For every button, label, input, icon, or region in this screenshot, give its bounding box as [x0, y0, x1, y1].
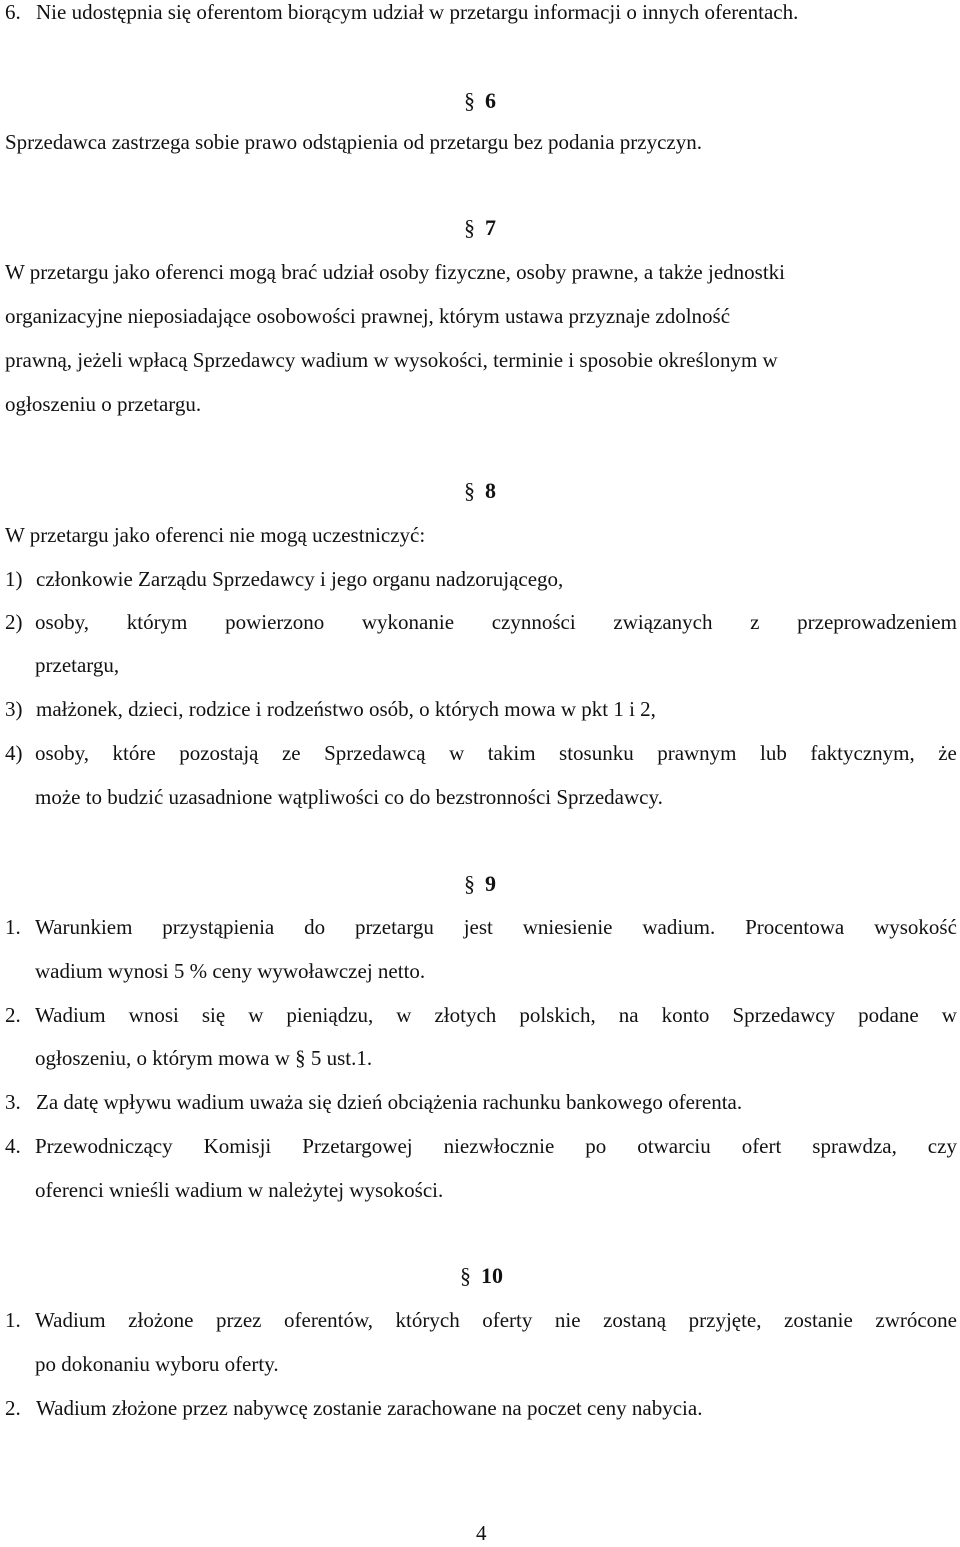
- list-item: [5, 695, 656, 723]
- list-item: [5, 739, 36, 767]
- word: którym: [126, 610, 188, 634]
- justified-line: [35, 1132, 957, 1160]
- justified-line: [35, 608, 957, 636]
- word: prawnym: [657, 741, 737, 765]
- word: osoby,: [35, 741, 90, 765]
- list-item: [5, 1394, 702, 1422]
- list-item: [5, 565, 563, 593]
- item-text: ogłoszeniu, o którym mowa w § 5 ust.1.: [35, 1046, 373, 1070]
- item-text: przetargu,: [35, 653, 120, 677]
- word: nie: [554, 1308, 581, 1332]
- section-heading-6: [464, 87, 496, 115]
- word: wadium.: [642, 915, 716, 939]
- word: Sprzedawcą: [324, 741, 426, 765]
- word: Warunkiem: [35, 915, 133, 939]
- word: przetargu: [354, 915, 434, 939]
- list-item: [5, 0, 798, 26]
- word: podane: [858, 1003, 919, 1027]
- word: czynności: [491, 610, 576, 634]
- section-heading-8: [464, 477, 496, 505]
- item-number: 6.: [5, 0, 21, 24]
- section-number: 8: [485, 478, 496, 503]
- justified-line: [35, 1306, 957, 1334]
- list-item: [5, 1132, 36, 1160]
- page-number: 4: [476, 1521, 487, 1545]
- list-item: [5, 1001, 36, 1029]
- word: zostanie: [784, 1308, 853, 1332]
- word: z: [750, 610, 760, 634]
- word: zwrócone: [875, 1308, 957, 1332]
- section-number: 7: [485, 215, 496, 240]
- item-number: 1.: [5, 1308, 21, 1332]
- word: ze: [281, 741, 301, 765]
- item-text: Za datę wpływu wadium uważa się dzień obciążenia rachunku bankowego oferenta.: [36, 1090, 743, 1114]
- word: stosunku: [559, 741, 634, 765]
- item-text: może to budzić uzasadnione wątpliwości co do bezstronności Sprzedawcy.: [35, 785, 663, 809]
- word: w: [396, 1003, 412, 1027]
- paragraph-line: prawną, jeżeli wpłacą Sprzedawcy wadium w wysokości, terminie i sposobie określonym w: [5, 348, 778, 372]
- word: takim: [487, 741, 536, 765]
- item-number: 3.: [5, 1090, 21, 1114]
- section-heading-7: [464, 214, 496, 242]
- word: się: [201, 1003, 226, 1027]
- word: przystąpienia: [162, 915, 275, 939]
- item-text: wadium wynosi 5 % ceny wywoławczej netto.: [35, 959, 426, 983]
- section-symbol: §: [460, 1263, 471, 1288]
- word: złożone: [128, 1308, 194, 1332]
- word: konto: [661, 1003, 710, 1027]
- item-text: Wadium złożone przez nabywcę zostanie zarachowane na poczet ceny nabycia.: [36, 1396, 703, 1420]
- word: przez: [216, 1308, 262, 1332]
- word: przeprowadzeniem: [797, 610, 957, 634]
- paragraph-line: organizacyjne nieposiadające osobowości prawnej, którym ustawa przyznaje zdolność: [5, 304, 731, 328]
- word: otwarciu: [637, 1134, 711, 1158]
- list-item: [5, 1088, 742, 1116]
- word: faktycznym,: [810, 741, 915, 765]
- word: Przetargowej: [302, 1134, 413, 1158]
- justified-line: [35, 1001, 957, 1029]
- word: wniesienie: [522, 915, 613, 939]
- word: w: [248, 1003, 264, 1027]
- item-number: 2.: [5, 1003, 21, 1027]
- word: których: [395, 1308, 460, 1332]
- section-symbol: §: [464, 478, 475, 503]
- item-text: Nie udostępnia się oferentom biorącym udział w przetargu informacji o innych oferentach.: [36, 0, 799, 24]
- item-number: 1): [5, 567, 23, 591]
- list-item: [5, 913, 36, 941]
- word: pieniądzu,: [286, 1003, 374, 1027]
- word: które: [112, 741, 156, 765]
- section-number: 10: [481, 1263, 503, 1288]
- word: pozostają: [179, 741, 259, 765]
- word: lub: [760, 741, 787, 765]
- word: oferentów,: [284, 1308, 374, 1332]
- item-text: po dokonaniu wyboru oferty.: [35, 1352, 279, 1376]
- word: niezwłocznie: [443, 1134, 555, 1158]
- word: czy: [927, 1134, 957, 1158]
- list-item: [5, 1306, 36, 1334]
- word: Komisji: [203, 1134, 272, 1158]
- word: w: [449, 741, 465, 765]
- word: przyjęte,: [688, 1308, 762, 1332]
- section-heading-9: [464, 870, 496, 898]
- section-symbol: §: [464, 871, 475, 896]
- section-symbol: §: [464, 88, 475, 113]
- word: jest: [463, 915, 493, 939]
- word: wykonanie: [361, 610, 455, 634]
- word: zostaną: [603, 1308, 667, 1332]
- word: po: [585, 1134, 607, 1158]
- justified-line: [35, 913, 957, 941]
- word: w: [941, 1003, 957, 1027]
- word: wnosi: [128, 1003, 179, 1027]
- section-number: 9: [485, 871, 496, 896]
- word: wysokość: [874, 915, 957, 939]
- word: Wadium: [35, 1308, 106, 1332]
- word: Procentowa: [745, 915, 845, 939]
- item-text: oferenci wnieśli wadium w należytej wysokości.: [35, 1178, 444, 1202]
- item-text: członkowie Zarządu Sprzedawcy i jego organu nadzorującego,: [36, 567, 564, 591]
- section-symbol: §: [464, 215, 475, 240]
- paragraph: W przetargu jako oferenci nie mogą uczestniczyć:: [5, 523, 426, 547]
- list-item: [5, 608, 36, 636]
- word: osoby,: [35, 610, 90, 634]
- item-number: 4.: [5, 1134, 21, 1158]
- word: do: [304, 915, 326, 939]
- item-text: małżonek, dzieci, rodzice i rodzeństwo osób, o których mowa w pkt 1 i 2,: [36, 697, 656, 721]
- word: Przewodniczący: [35, 1134, 173, 1158]
- item-number: 3): [5, 697, 23, 721]
- word: ofert: [741, 1134, 782, 1158]
- item-number: 2): [5, 610, 23, 634]
- word: na: [618, 1003, 639, 1027]
- word: że: [938, 741, 957, 765]
- paragraph: Sprzedawca zastrzega sobie prawo odstąpienia od przetargu bez podania przyczyn.: [5, 130, 702, 154]
- section-number: 6: [485, 88, 496, 113]
- word: Wadium: [35, 1003, 106, 1027]
- section-heading-10: [460, 1262, 503, 1290]
- item-number: 4): [5, 741, 23, 765]
- paragraph-line: W przetargu jako oferenci mogą brać udział osoby fizyczne, osoby prawne, a także jednostki: [5, 260, 786, 284]
- word: oferty: [482, 1308, 533, 1332]
- justified-line: [35, 739, 957, 767]
- word: polskich,: [519, 1003, 596, 1027]
- word: związanych: [613, 610, 713, 634]
- word: powierzono: [225, 610, 325, 634]
- word: sprawdza,: [812, 1134, 897, 1158]
- word: złotych: [434, 1003, 497, 1027]
- paragraph-line: ogłoszeniu o przetargu.: [5, 392, 202, 416]
- word: Sprzedawcy: [732, 1003, 836, 1027]
- item-number: 2.: [5, 1396, 21, 1420]
- item-number: 1.: [5, 915, 21, 939]
